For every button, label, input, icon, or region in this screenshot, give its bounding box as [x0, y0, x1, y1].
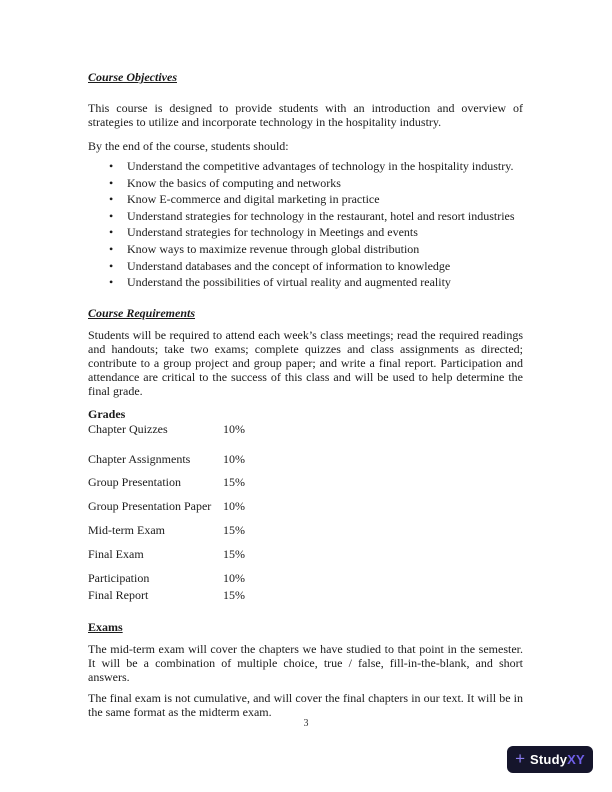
grade-label: Chapter Assignments — [88, 451, 191, 466]
grade-row — [88, 588, 523, 602]
grade-row — [88, 422, 523, 436]
page-content — [88, 70, 523, 719]
bullet-icon: • — [109, 275, 114, 290]
requirements-paragraph: Students will be required to attend each week’s class meetings; read the required readings and handouts; take two exams; complete quizzes and class assignments as directed; contribute to a group project and group paper; and write a final report. Participation and attendance are critical to the success of this class and will be used to help determine the final grade. — [88, 327, 523, 398]
grade-label: Final Report — [88, 587, 149, 602]
grade-row — [88, 523, 523, 537]
bullet-text: Know ways to maximize revenue through global distribution — [127, 241, 420, 256]
list-item — [88, 208, 523, 225]
list-item — [88, 175, 523, 192]
grade-value: 10% — [223, 498, 245, 513]
grade-row — [88, 499, 523, 513]
bullet-icon: • — [109, 192, 114, 207]
list-item — [88, 274, 523, 291]
grade-label: Group Presentation — [88, 474, 181, 489]
bullet-icon: • — [109, 208, 114, 223]
brand-text-primary: Study — [530, 752, 568, 767]
grade-value: 10% — [223, 421, 245, 436]
grade-row — [88, 475, 523, 489]
bullet-text: Know E-commerce and digital marketing in practice — [127, 192, 380, 207]
list-item — [88, 191, 523, 208]
grade-value: 10% — [223, 570, 245, 585]
bullet-icon: • — [109, 159, 114, 173]
grade-row — [88, 452, 523, 466]
bullet-icon: • — [109, 175, 114, 190]
exams-paragraph-final: The final exam is not cumulative, and will cover the final chapters in our text. It will be in the same format as the midterm exam. — [88, 690, 523, 719]
studyxy-logo — [507, 746, 593, 773]
list-item — [88, 224, 523, 241]
bullet-icon: • — [109, 258, 114, 273]
brand-text — [530, 752, 585, 767]
grade-value: 10% — [223, 451, 245, 466]
grade-row — [88, 547, 523, 561]
grade-value: 15% — [223, 587, 245, 602]
bullet-text: Understand strategies for technology in the restaurant, hotel and resort industries — [127, 208, 515, 223]
exams-paragraph-midterm: The mid-term exam will cover the chapters we have studied to that point in the semester. It will be a combination of multiple choice, true / false, fill-in-the-blank, and short answers. — [88, 641, 523, 684]
grade-value: 15% — [223, 546, 245, 561]
grade-label: Mid-term Exam — [88, 522, 165, 537]
bullet-text: Understand the competitive advantages of technology in the hospitality industry. — [127, 159, 514, 173]
grade-value: 15% — [223, 474, 245, 489]
objectives-leadin-text: By the end of the course, students should: — [88, 139, 289, 153]
list-item — [88, 258, 523, 275]
bullet-text: Know the basics of computing and networks — [127, 175, 341, 190]
grade-value: 15% — [223, 522, 245, 537]
bullet-text: Understand strategies for technology in Meetings and events — [127, 225, 418, 240]
grade-label: Participation — [88, 570, 150, 585]
brand-text-accent: XY — [567, 752, 585, 767]
plus-icon: + — [515, 749, 526, 768]
section-heading-course-objectives: Course Objectives — [88, 70, 177, 84]
list-item — [88, 241, 523, 258]
grades-heading: Grades — [88, 406, 126, 421]
list-item — [88, 158, 523, 175]
grade-label: Group Presentation Paper — [88, 498, 212, 513]
bullet-text: Understand the possibilities of virtual reality and augmented reality — [127, 275, 451, 290]
objectives-intro-paragraph: This course is designed to provide students with an introduction and overview of strategies to utilize and incorporate technology in the hospitality industry. — [88, 101, 523, 129]
page-number: 3 — [303, 718, 309, 729]
section-heading-course-requirements: Course Requirements — [88, 305, 196, 320]
section-heading-exams: Exams — [88, 619, 123, 634]
bullet-icon: • — [109, 241, 114, 256]
bullet-icon: • — [109, 225, 114, 240]
grade-label: Chapter Quizzes — [88, 421, 168, 436]
objectives-bullet-list — [88, 158, 523, 291]
bullet-text: Understand databases and the concept of information to knowledge — [127, 258, 451, 273]
grade-label: Final Exam — [88, 546, 144, 561]
grade-row — [88, 571, 523, 585]
